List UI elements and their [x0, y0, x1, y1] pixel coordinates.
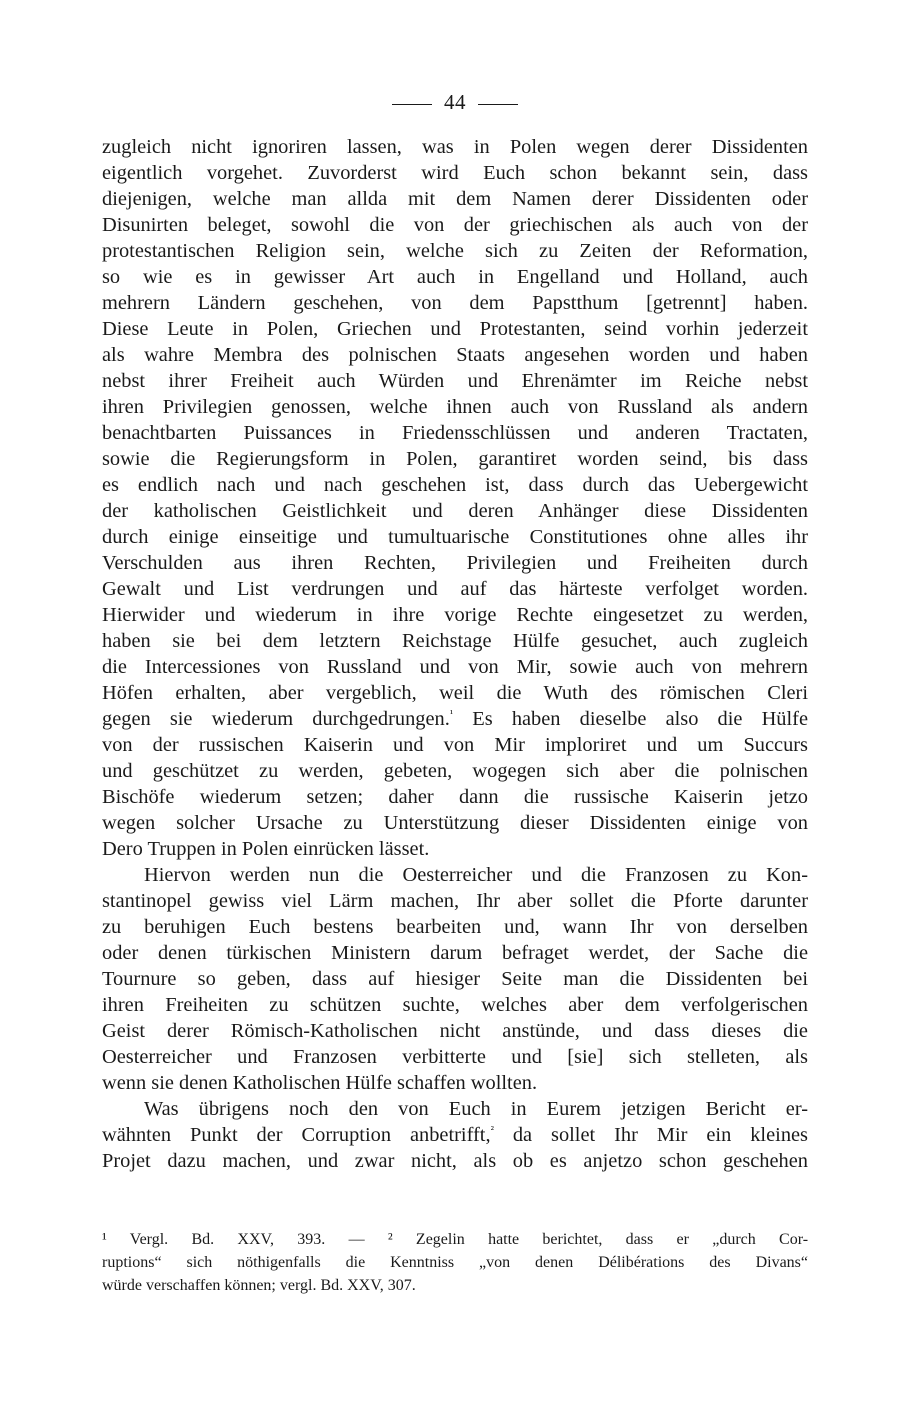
text-line: wegen solcher Ursache zu Unterstützung dieser Dissidenten einige von	[102, 812, 808, 834]
text-line: der katholischen Geistlichkeit und deren Anhänger diese Dissidenten	[102, 500, 808, 522]
text-line: Diese Leute in Polen, Griechen und Protestanten, seind vorhin jederzeit	[102, 318, 808, 340]
page-body	[102, 134, 808, 1174]
page-header	[102, 88, 808, 128]
text-line-part: Es haben dieselbe also die Hülfe	[472, 708, 809, 730]
text-line: zugleich nicht ignoriren lassen, was in Polen wegen derer Dissidenten	[102, 136, 808, 158]
text-line: benachtbarten Puissances in Friedensschlüssen und anderen Tractaten,	[102, 422, 808, 444]
text-line: Bischöfe wiederum setzen; daher dann die russische Kaiserin jetzo	[102, 786, 808, 808]
footnote-ref-1: ¹	[449, 708, 454, 720]
text-line: Verschulden aus ihren Rechten, Privilegien und Freiheiten durch	[102, 552, 808, 574]
text-line: so wie es in gewisser Art auch in Engelland und Holland, auch	[102, 266, 808, 288]
text-line: durch einige einseitige und tumultuarische Constitutiones ohne alles ihr	[102, 526, 808, 548]
text-line: oder denen türkischen Ministern darum befraget werdet, der Sache die	[102, 942, 808, 964]
text-line: Oesterreicher und Franzosen verbitterte und [sie] sich stelleten, als	[102, 1046, 808, 1068]
text-line-part: gegen sie wiederum durchgedrungen.	[102, 708, 450, 730]
text-line-part: da sollet Ihr Mir ein kleines	[512, 1124, 808, 1146]
footnote-marker-1: ¹	[102, 1231, 107, 1248]
text-line: nebst ihrer Freiheit auch Würden und Ehrenämter im Reiche nebst	[102, 370, 808, 392]
main-text	[102, 134, 808, 1174]
text-line: Geist derer Römisch-Katholischen nicht anstünde, und dass dieses die	[102, 1020, 808, 1042]
text-line: wenn sie denen Katholischen Hülfe schaffen wollten.	[102, 1072, 538, 1094]
text-line: mehrern Ländern geschehen, von dem Papstthum [getrennt] haben.	[102, 292, 808, 314]
footnote-line	[102, 1228, 808, 1251]
text-line-part: wähnten Punkt der Corruption anbetrifft,	[102, 1124, 491, 1146]
text-line: stantinopel gewiss viel Lärm machen, Ihr aber sollet die Pforte darunter	[102, 890, 808, 912]
text-line: ihren Freiheiten zu schützen suchte, welches aber dem verfolgerischen	[102, 994, 808, 1016]
header-dash-right	[478, 104, 518, 105]
footnotes	[102, 1228, 808, 1297]
footnote-2-text: Zegelin hatte berichtet, dass er „durch Cor-	[415, 1231, 809, 1248]
text-line: Tournure so geben, dass auf hiesiger Seite man die Dissidenten bei	[102, 968, 808, 990]
text-line: Hierwider und wiederum in ihre vorige Rechte eingesetzet zu werden,	[102, 604, 808, 626]
footnote-line: ruptions“ sich nöthigenfalls die Kenntniss „von denen Délibérations des Divans“	[102, 1254, 808, 1271]
text-line: zu beruhigen Euch bestens bearbeiten und, wann Ihr von derselben	[102, 916, 808, 938]
page-number: 44	[444, 90, 466, 114]
text-line: und geschützet zu werden, gebeten, wogegen sich aber die polnischen	[102, 760, 808, 782]
text-line: Was übrigens noch den von Euch in Eurem jetzigen Bericht er-	[144, 1098, 808, 1120]
text-line: als wahre Membra des polnischen Staats angesehen worden und haben	[102, 344, 808, 366]
text-line: sowie die Regierungsform in Polen, garantiret worden seind, bis dass	[102, 448, 808, 470]
text-line: von der russischen Kaiserin und von Mir imploriret und um Succurs	[102, 734, 808, 756]
text-line: Disunirten beleget, sowohl die von der griechischen als auch von der	[102, 214, 808, 236]
footnote-separator: —	[348, 1231, 365, 1248]
text-line-with-footnote	[102, 706, 808, 732]
footnote-marker-2: ²	[387, 1231, 393, 1248]
text-line: haben sie bei dem letztern Reichstage Hülfe gesuchet, auch zugleich	[102, 630, 808, 652]
text-line: Gewalt und List verdrungen und auf das härteste verfolget worden.	[102, 578, 808, 600]
text-line-with-footnote	[102, 1122, 808, 1148]
text-line: Projet dazu machen, und zwar nicht, als ob es anjetzo schon geschehen	[102, 1150, 808, 1172]
text-line: die Intercessiones von Russland und von Mir, sowie auch von mehrern	[102, 656, 808, 678]
footnote-1-text: Vergl. Bd. XXV, 393.	[129, 1231, 326, 1248]
footnote-ref-2: ²	[490, 1124, 494, 1136]
text-line: eigentlich vorgehet. Zuvorderst wird Euch schon bekannt sein, dass	[102, 162, 808, 184]
text-line: Dero Truppen in Polen einrücken lässet.	[102, 838, 430, 860]
text-line: Hiervon werden nun die Oesterreicher und die Franzosen zu Kon-	[144, 864, 808, 886]
text-line: protestantischen Religion sein, welche sich zu Zeiten der Reformation,	[102, 240, 808, 262]
text-line: diejenigen, welche man allda mit dem Namen derer Dissidenten oder	[102, 188, 808, 210]
text-line: es endlich nach und nach geschehen ist, dass durch das Uebergewicht	[102, 474, 808, 496]
footnote-line: würde verschaffen können; vergl. Bd. XXV, 307.	[102, 1277, 416, 1294]
header-dash-left	[392, 104, 432, 105]
text-line: Höfen erhalten, aber vergeblich, weil die Wuth des römischen Cleri	[102, 682, 808, 704]
text-line: ihren Privilegien genossen, welche ihnen auch von Russland als andern	[102, 396, 808, 418]
